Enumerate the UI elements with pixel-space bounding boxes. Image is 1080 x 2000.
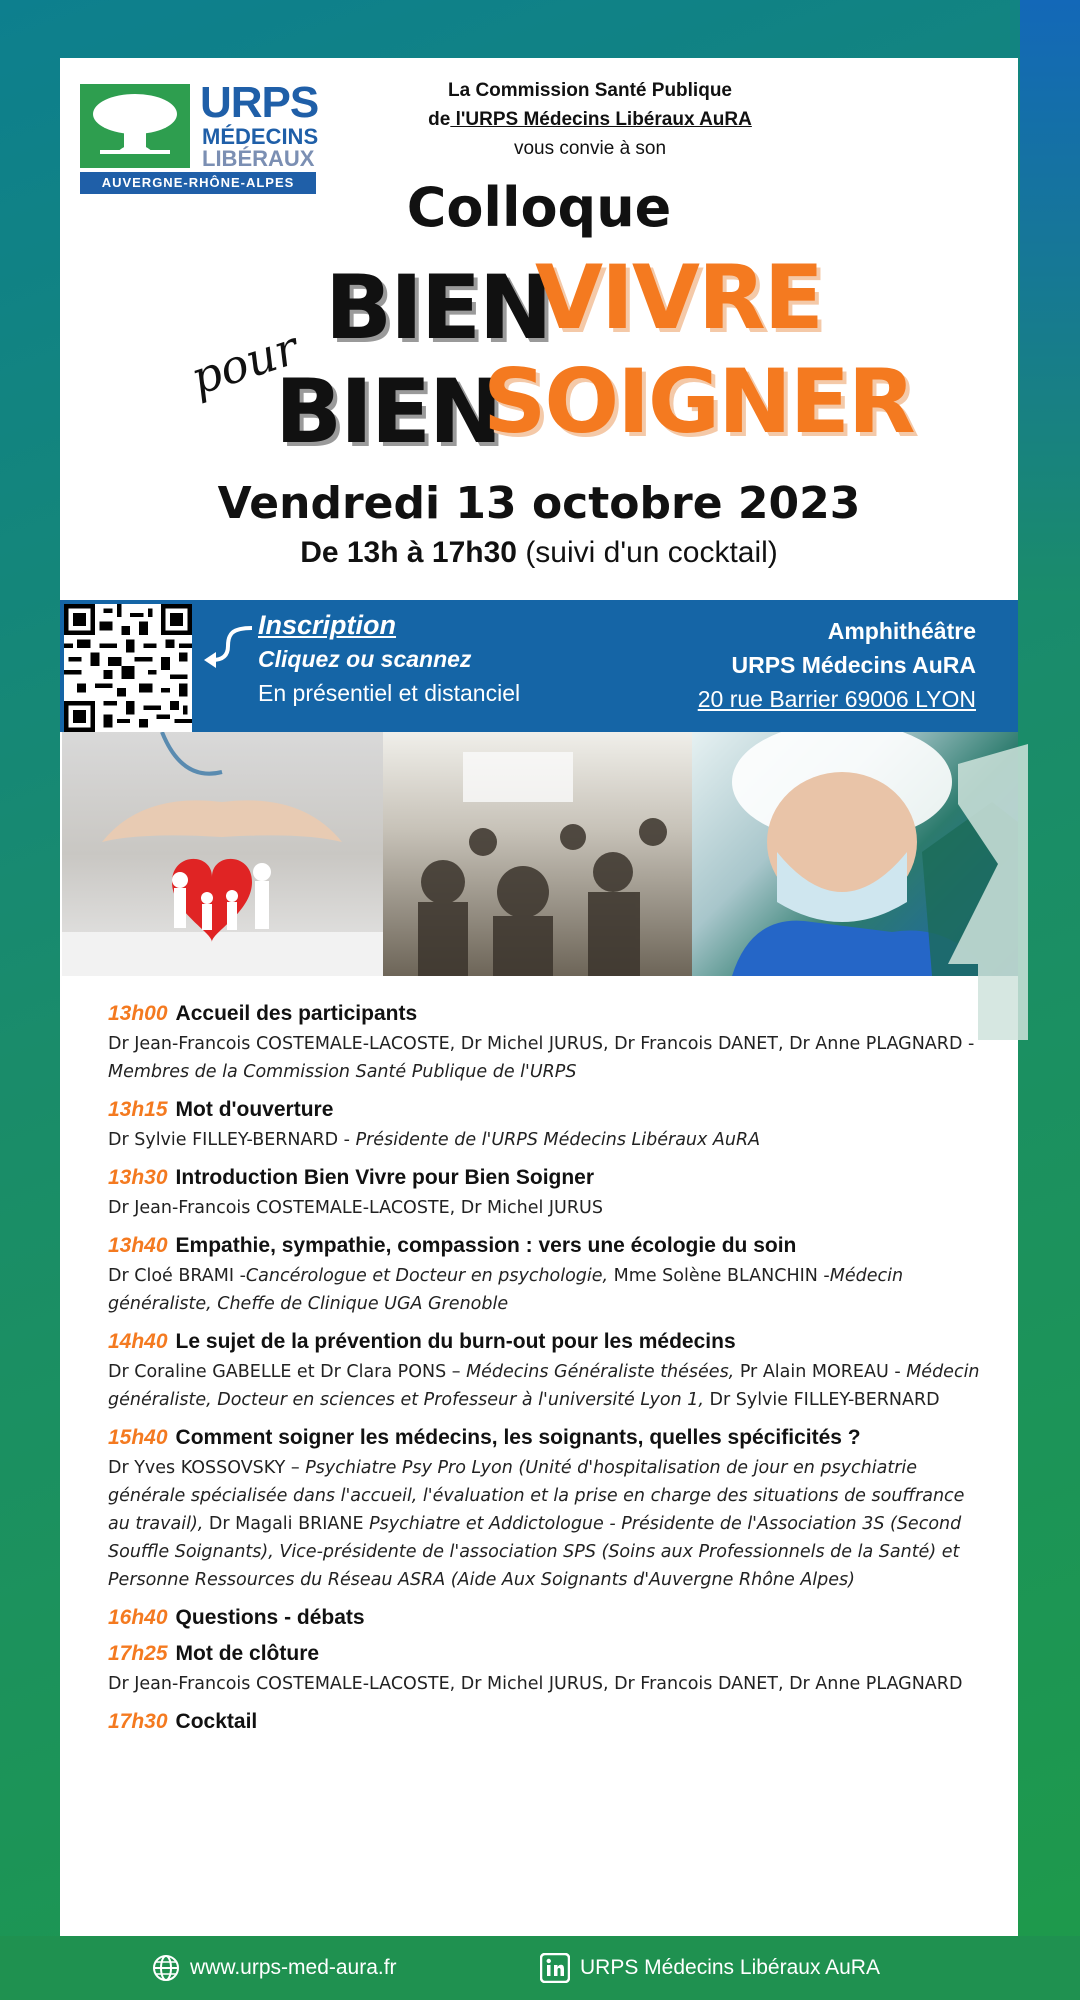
program-item [108, 1330, 988, 1414]
program-roles-2: Psychiatre et Addictologue - Présidente de l'Association 3S (Second Souffle Soignants), Vice-présidente de l'association SPS (Soins aux Professionnels de la Santé) et Personne Ressources du Réseau ASRA (Aide Aux Soignants d'Auvergne Rhône Alpes) [108, 1514, 962, 1590]
program-time: 17h25 [108, 1642, 168, 1665]
program-speakers-2: Mme Solène BLANCHIN - [608, 1266, 830, 1286]
program-speakers-3: Dr Sylvie FILLEY-BERNARD [703, 1390, 940, 1410]
program-speakers-2: Dr Magali BRIANE [203, 1514, 370, 1534]
background-accent [1020, 0, 1080, 600]
registration-banner [60, 600, 1018, 732]
program-item [108, 1710, 988, 1734]
program-item [108, 1166, 988, 1222]
program-title: Cocktail [175, 1710, 258, 1733]
venue-line1: Amphithéâtre [827, 618, 976, 644]
program-item [108, 1002, 988, 1086]
click-or-scan-text: Cliquez ou scannez [258, 646, 472, 672]
footer-bar [0, 1936, 1080, 2000]
program-speakers: Dr Jean-Francois COSTEMALE-LACOSTE, Dr Michel JURUS, Dr Francois DANET, Dr Anne PLAGNARD [108, 1674, 963, 1694]
program-item [108, 1606, 988, 1630]
program-roles-2: Médecin généraliste, Docteur en sciences et Professeur à l'université Lyon 1, [108, 1362, 980, 1410]
attendance-mode-text: En présentiel et distanciel [258, 680, 521, 706]
program-roles: Psychiatre Psy Pro Lyon (Unité d'hospitalisation de jour en psychiatrie générale spécialisée dans l'accueil, l'évaluation et la prise en charge des situations de souffrance au travail), [108, 1458, 965, 1534]
program-list [108, 1002, 988, 1746]
program-speakers: Dr Yves KOSSOVSKY – [108, 1458, 306, 1478]
title-pour: pour [184, 320, 305, 406]
photo-audience [383, 732, 692, 976]
linkedin-text: URPS Médecins Libéraux AuRA [580, 1956, 880, 1979]
program-roles: Médecins Généraliste thésées, [466, 1362, 735, 1382]
venue-line2: URPS Médecins AuRA [731, 652, 976, 678]
program-time: 17h30 [108, 1710, 168, 1733]
title-soigner: SOIGNER [483, 350, 914, 453]
program-time: 14h40 [108, 1330, 168, 1353]
program-item [108, 1098, 988, 1154]
event-date: Vendredi 13 octobre 2023 [217, 478, 861, 529]
intro-line3: vous convie à son [513, 138, 667, 159]
program-title: Mot d'ouverture [175, 1098, 334, 1121]
program-time: 13h15 [108, 1098, 168, 1121]
photo-heart-hands [62, 732, 383, 976]
flyer-sheet [60, 58, 1018, 1936]
program-roles: Présidente de l'URPS Médecins Libéraux AuRA [355, 1130, 761, 1150]
decorative-shape [938, 744, 1048, 1040]
program-time: 13h00 [108, 1002, 168, 1025]
hours-range: De 13h à 17h30 [300, 536, 517, 569]
program-roles: Cancérologue et Docteur en psychologie, [245, 1266, 609, 1286]
intro-line2-prefix: de [428, 109, 451, 130]
program-speakers: Dr Jean-Francois COSTEMALE-LACOSTE, Dr Michel JURUS, Dr Francois DANET, Dr Anne PLAGNARD - [108, 1034, 975, 1054]
program-title: Accueil des participants [175, 1002, 418, 1025]
program-title: Le sujet de la prévention du burn-out pour les médecins [175, 1330, 736, 1353]
title-bien-2: BIEN [275, 360, 501, 463]
program-speakers-2: Pr Alain MOREAU - [734, 1362, 907, 1382]
curved-arrow-icon [202, 620, 258, 670]
linkedin-link[interactable] [540, 1950, 880, 1986]
program-time: 13h30 [108, 1166, 168, 1189]
intro-text [350, 76, 830, 163]
program-title: Mot de clôture [175, 1642, 320, 1665]
program-title: Empathie, sympathie, compassion : vers une écologie du soin [175, 1234, 797, 1257]
intro-line2 [350, 105, 830, 134]
logo-line2: LIBÉRAUX [202, 146, 315, 171]
hours-note: (suivi d'un cocktail) [516, 536, 778, 569]
event-hours [60, 536, 1018, 570]
logo-name: URPS [200, 78, 319, 127]
program-roles: Membres de la Commission Santé Publique de l'URPS [108, 1062, 577, 1082]
program-title: Questions - débats [175, 1606, 365, 1629]
photo-strip [62, 732, 1020, 976]
program-title: Introduction Bien Vivre pour Bien Soigner [175, 1166, 595, 1189]
program-time: 15h40 [108, 1426, 168, 1449]
program-speakers: Dr Coraline GABELLE et Dr Clara PONS – [108, 1362, 467, 1382]
program-speakers: Dr Cloé BRAMI - [108, 1266, 246, 1286]
program-roles-2: Médecin généraliste, Cheffe de Clinique UGA Grenoble [108, 1266, 904, 1314]
venue-address-link[interactable]: 20 rue Barrier 69006 LYON [697, 686, 976, 712]
globe-icon [152, 1954, 180, 1982]
colloque-heading: Colloque [406, 176, 672, 239]
inscription-link[interactable]: Inscription [258, 610, 397, 640]
program-speakers: Dr Sylvie FILLEY-BERNARD - [108, 1130, 356, 1150]
program-time: 13h40 [108, 1234, 168, 1257]
tree-logo-icon [80, 84, 190, 168]
venue-info [698, 614, 976, 716]
program-speakers: Dr Jean-Francois COSTEMALE-LACOSTE, Dr Michel JURUS [108, 1198, 603, 1218]
title-bien-1: BIEN [325, 256, 551, 359]
logo-region: AUVERGNE-RHÔNE-ALPES [80, 172, 316, 194]
urps-link[interactable]: l'URPS Médecins Libéraux AuRA [450, 109, 752, 130]
program-time: 16h40 [108, 1606, 168, 1629]
linkedin-icon [540, 1953, 570, 1983]
program-item [108, 1426, 988, 1594]
title-vivre: VIVRE [535, 246, 822, 349]
logo-line1: MÉDECINS [202, 124, 319, 149]
program-item [108, 1234, 988, 1318]
program-title: Comment soigner les médecins, les soignants, quelles spécificités ? [175, 1426, 861, 1449]
program-item [108, 1642, 988, 1698]
website-text: www.urps-med-aura.fr [190, 1956, 397, 1979]
intro-line1: La Commission Santé Publique [448, 80, 732, 101]
qr-code-icon[interactable] [64, 604, 192, 732]
website-link[interactable] [152, 1950, 397, 1986]
